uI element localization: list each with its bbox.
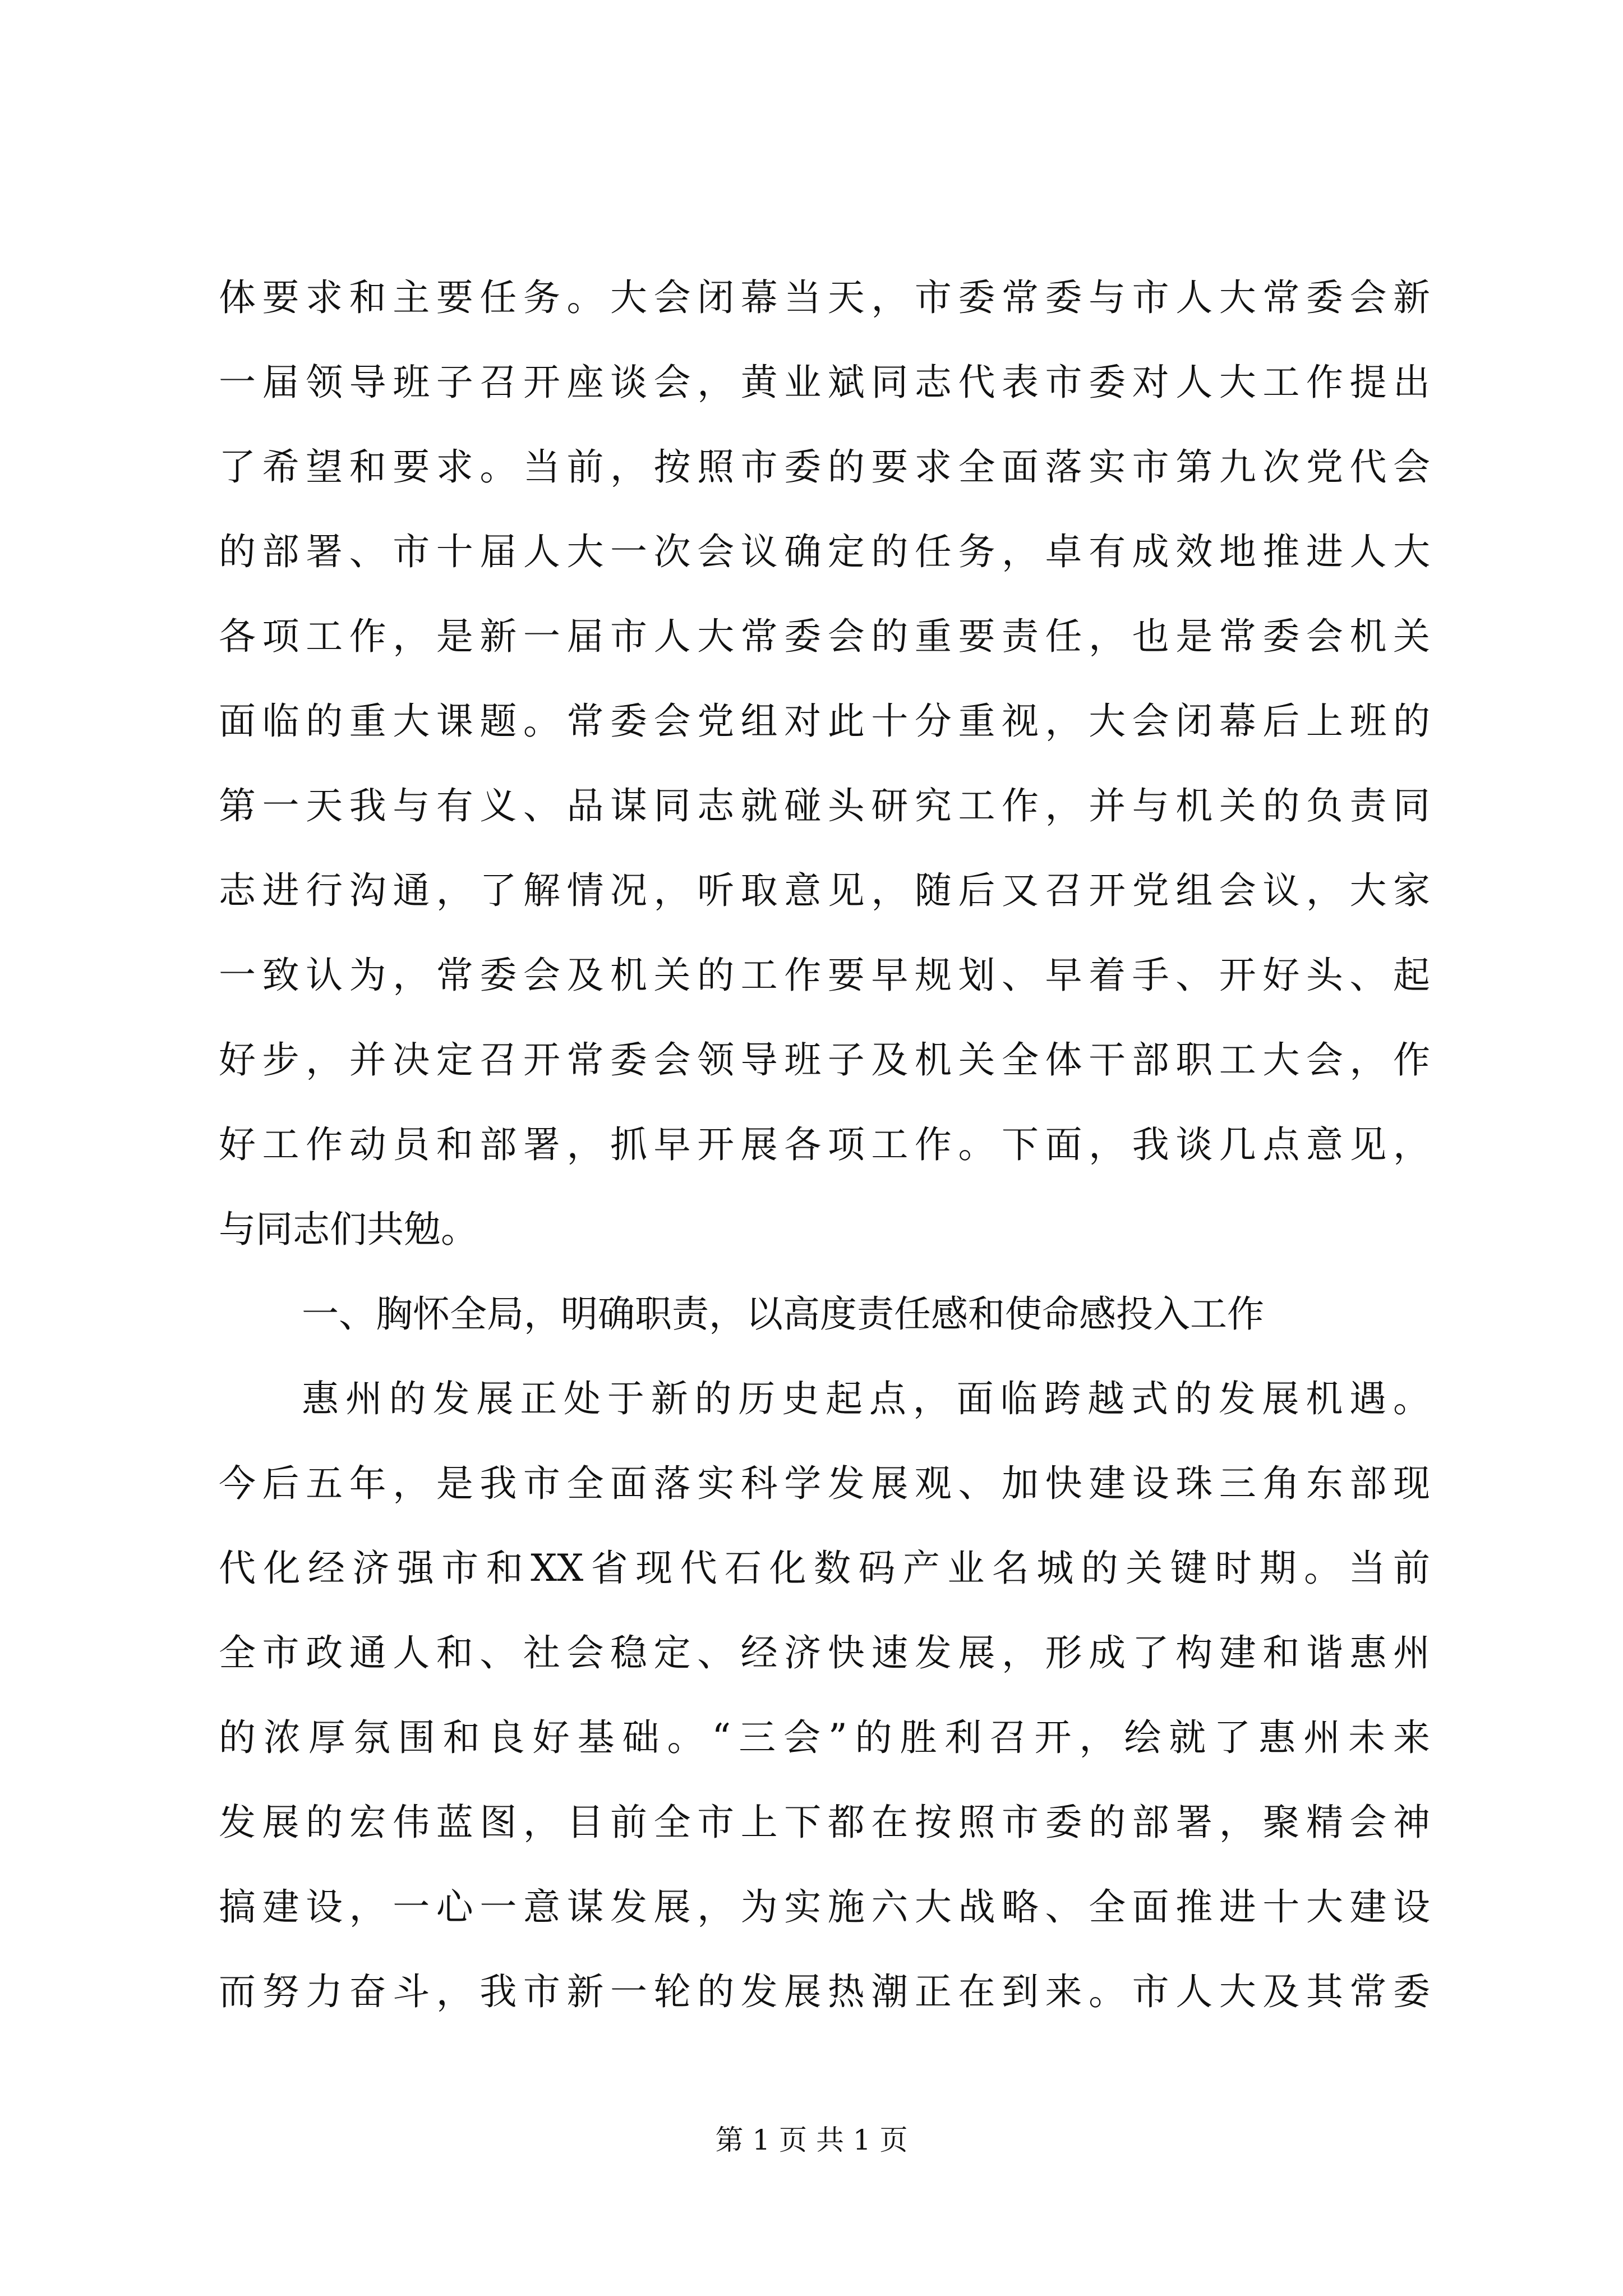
text-line: 好步，并决定召开常委会领导班子及机关全体干部职工大会，作: [219, 1038, 1430, 1082]
text-line: 与同志们共勉。: [219, 1208, 478, 1251]
text-line: 各项工作，是新一届市人大常委会的重要责任，也是常委会机关: [219, 615, 1430, 658]
text-line: 的部署、市十届人大一次会议确定的任务，卓有成效地推进人大: [219, 530, 1430, 573]
text-line: 一届领导班子召开座谈会，黄业斌同志代表市委对人大工作提出: [219, 361, 1430, 404]
document-body: [219, 255, 1430, 2034]
text-line: 志进行沟通，了解情况，听取意见，随后又召开党组会议，大家: [219, 869, 1430, 912]
text-line: 今后五年，是我市全面落实科学发展观、加快建设珠三角东部现: [219, 1462, 1430, 1505]
page-number-footer: 第 1 页 共 1 页: [715, 2124, 908, 2156]
text-line: 全市政通人和、社会稳定、经济快速发展，形成了构建和谐惠州: [219, 1631, 1430, 1674]
text-line: 的浓厚氛围和良好基础。“三会”的胜利召开，绘就了惠州未来: [219, 1716, 1430, 1759]
text-line: 代化经济强市和XX省现代石化数码产业名城的关键时期。当前: [219, 1547, 1430, 1590]
text-line: 面临的重大课题。常委会党组对此十分重视，大会闭幕后上班的: [219, 700, 1430, 743]
paragraph-first-line: 惠州的发展正处于新的历史起点，面临跨越式的发展机遇。: [302, 1377, 1430, 1420]
text-line: 好工作动员和部署，抓早开展各项工作。下面，我谈几点意见，: [219, 1123, 1430, 1166]
text-line: 搞建设，一心一意谋发展，为实施六大战略、全面推进十大建设: [219, 1885, 1430, 1929]
text-line: 而努力奋斗，我市新一轮的发展热潮正在到来。市人大及其常委: [219, 1970, 1430, 2013]
text-line: 体要求和主要任务。大会闭幕当天，市委常委与市人大常委会新: [219, 276, 1430, 319]
text-line: 了希望和要求。当前，按照市委的要求全面落实市第九次党代会: [219, 445, 1430, 489]
text-line: 第一天我与有义、品谋同志就碰头研究工作，并与机关的负责同: [219, 784, 1430, 827]
text-line: 发展的宏伟蓝图，目前全市上下都在按照市委的部署，聚精会神: [219, 1801, 1430, 1844]
text-line: 一致认为，常委会及机关的工作要早规划、早着手、开好头、起: [219, 954, 1430, 997]
section-heading: 一、胸怀全局，明确职责，以高度责任感和使命感投入工作: [302, 1292, 1264, 1336]
